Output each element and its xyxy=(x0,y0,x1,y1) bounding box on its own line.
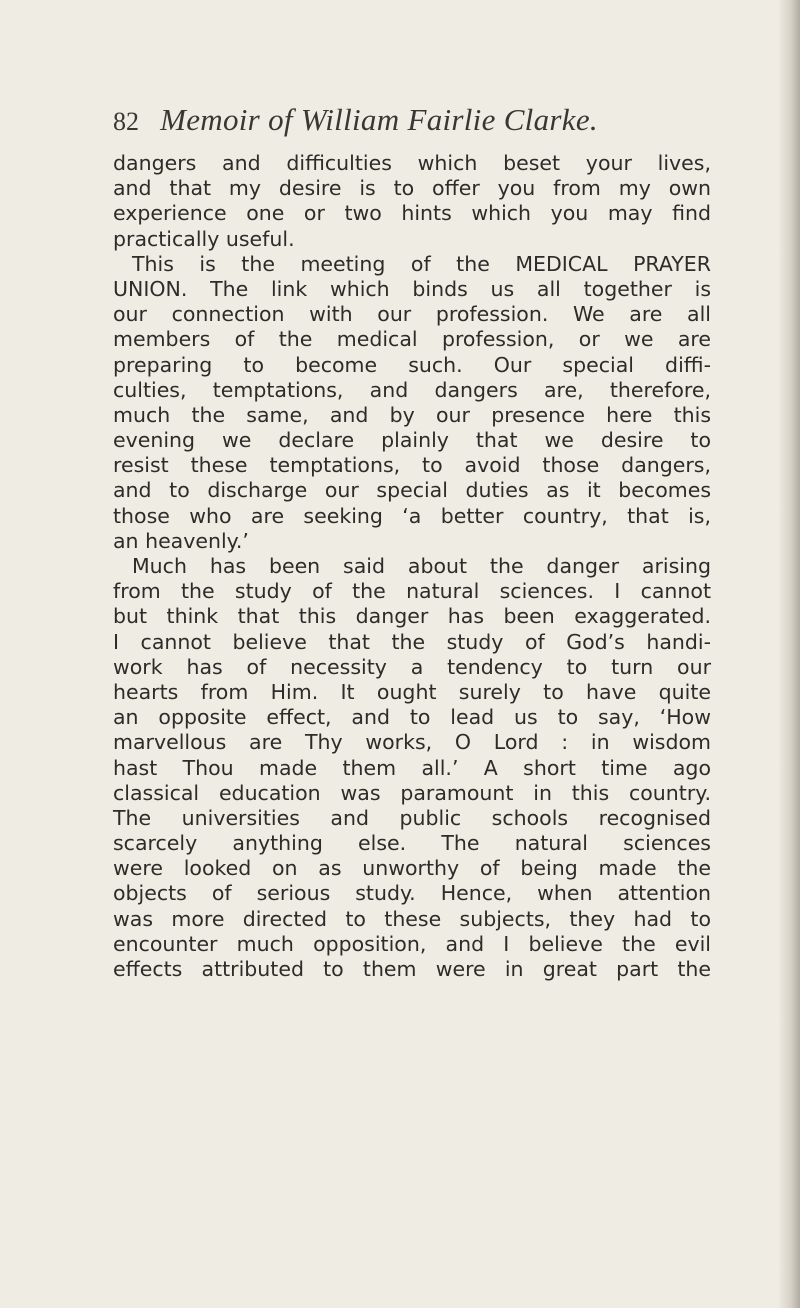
text-line: hast Thou made them all.’ A short time ago xyxy=(113,755,711,780)
text-line: work has of necessity a tendency to turn our xyxy=(113,654,711,679)
text-line: marvellous are Thy works, O Lord : in wisdom xyxy=(113,730,711,755)
text-line: hearts from Him. It ought surely to have quite xyxy=(113,679,711,704)
running-title: Memoir of William Fairlie Clarke. xyxy=(160,102,598,137)
text-line: an heavenly.’ xyxy=(113,528,249,553)
text-line: culties, temptations, and dangers are, therefore, xyxy=(113,377,711,402)
text-line: dangers and difficulties which beset your lives, xyxy=(113,151,711,175)
text-line: practically useful. xyxy=(113,226,295,251)
text-line: preparing to become such. Our special diffi- xyxy=(113,352,711,377)
text-line: This is the meeting of the MEDICAL PRAYER xyxy=(132,251,711,276)
text-line: Much has been said about the danger arising xyxy=(132,554,711,578)
text-line: effects attributed to them were in great part the xyxy=(113,957,711,981)
text-line: experience one or two hints which you may find xyxy=(113,201,711,226)
page-number: 82 xyxy=(113,107,139,136)
text-line: members of the medical profession, or we are xyxy=(113,327,711,352)
text-line: and to discharge our special duties as it becomes xyxy=(113,478,711,503)
text-line: UNION. The link which binds us all together is xyxy=(113,276,711,301)
text-line: and that my desire is to offer you from my own xyxy=(113,176,711,201)
text-line: resist these temptations, to avoid those dangers, xyxy=(113,453,711,478)
text-line: those who are seeking ‘a better country, that is, xyxy=(113,503,711,528)
body-text xyxy=(113,151,711,982)
text-line: evening we declare plainly that we desire to xyxy=(113,428,711,453)
text-line: much the same, and by our presence here this xyxy=(113,402,711,427)
text-line: objects of serious study. Hence, when attention xyxy=(113,881,711,906)
text-line: our connection with our profession. We are all xyxy=(113,302,711,327)
text-line: were looked on as unworthy of being made the xyxy=(113,856,711,881)
text-line: scarcely anything else. The natural sciences xyxy=(113,831,711,856)
text-line: but think that this danger has been exaggerated. xyxy=(113,604,711,629)
text-line: I cannot believe that the study of God’s handi- xyxy=(113,629,711,654)
text-line: The universities and public schools recognised xyxy=(113,805,711,830)
text-line: classical education was paramount in this country. xyxy=(113,780,711,805)
text-line: was more directed to these subjects, they had to xyxy=(113,906,711,931)
text-line: an opposite effect, and to lead us to say, ‘How xyxy=(113,705,711,730)
page-header xyxy=(113,102,713,152)
text-line: from the study of the natural sciences. I cannot xyxy=(113,579,711,604)
page-edge-shadow xyxy=(778,0,800,1308)
text-line: encounter much opposition, and I believe the evil xyxy=(113,931,711,956)
